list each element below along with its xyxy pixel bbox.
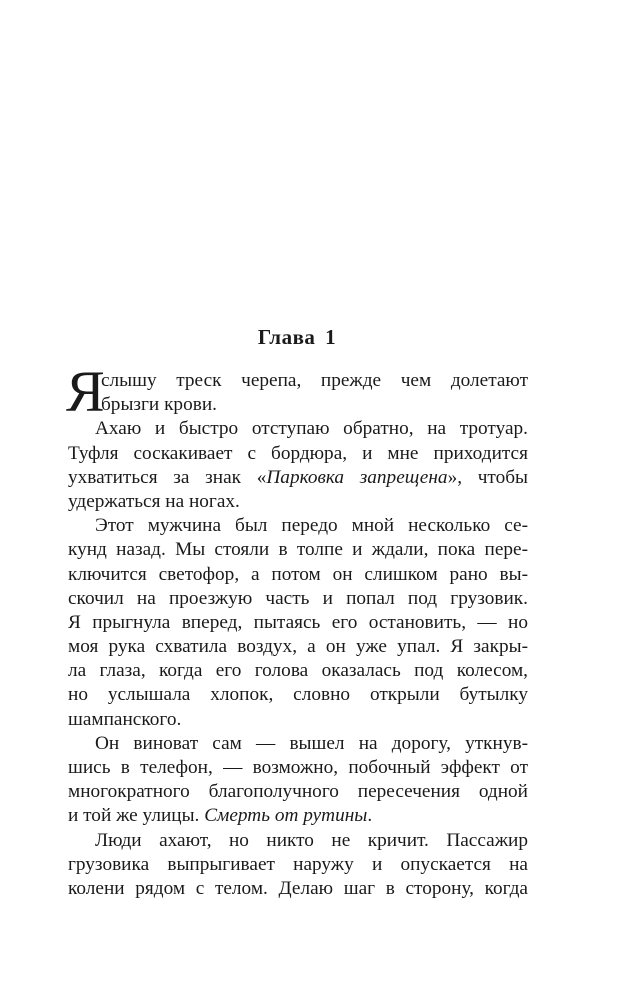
text-line — [68, 732, 528, 756]
text-line — [68, 708, 528, 732]
italic-text: Смерть от рутины — [204, 805, 368, 827]
body-text — [66, 359, 528, 901]
text-line — [68, 538, 528, 562]
text-segment: колени рядом с телом. Делаю шаг в сторону, когда — [68, 877, 528, 899]
text-segment: . — [367, 805, 373, 827]
text-segment: ла глаза, когда его голова оказалась под колесом, — [68, 660, 528, 682]
text-segment: Ахаю и быстро отступаю обратно, на тротуар. — [95, 418, 528, 440]
text-segment: ухватиться за знак « — [68, 466, 267, 488]
text-segment: но услышала хлопок, словно открыли бутылку — [68, 684, 528, 706]
text-line — [68, 490, 528, 514]
text-segment: Туфля соскакивает с бордюра, и мне приходится — [68, 442, 528, 464]
text-line — [68, 369, 528, 393]
text-segment: кунд назад. Мы стояли в толпе и ждали, пока пере- — [68, 539, 528, 561]
chapter-title: Глава 1 — [257, 325, 337, 349]
text-segment: шись в телефон, — возможно, побочный эффект от — [68, 757, 528, 778]
drop-cap: Я — [66, 359, 105, 424]
text-line — [68, 563, 528, 587]
text-line — [68, 877, 528, 901]
text-line — [68, 466, 528, 490]
text-segment: моя рука схватила воздух, а он уже упал. Я закры- — [68, 636, 528, 658]
text-segment: удержаться на ногах. — [68, 490, 240, 512]
text-line — [68, 393, 528, 417]
text-segment: Этот мужчина был передо мной несколько се- — [95, 515, 528, 537]
text-line — [68, 829, 528, 853]
text-segment: ключится светофор, а потом он слишком рано вы- — [68, 563, 528, 585]
text-segment: многократного благополучного пересечения одной — [68, 781, 528, 803]
text-segment: Я прыгнула вперед, пытаясь его остановить, — но — [68, 611, 528, 633]
italic-text: Парковка запрещена — [266, 466, 448, 488]
text-segment: брызги крови. — [101, 394, 217, 416]
text-line — [68, 780, 528, 804]
text-line — [68, 635, 528, 659]
text-segment: грузовика выпрыгивает наружу и опускается на — [68, 853, 528, 875]
text-segment: и той же улицы. — [68, 805, 205, 827]
text-line — [68, 587, 528, 611]
text-line — [68, 853, 528, 877]
text-line — [68, 659, 528, 683]
text-segment: Он виноват сам — вышел на дорогу, уткнув- — [95, 732, 528, 754]
text-line — [68, 756, 528, 780]
text-line — [68, 611, 528, 635]
text-line — [68, 804, 528, 828]
text-segment: Люди ахают, но никто не кричит. Пассажир — [95, 829, 528, 851]
text-line — [68, 683, 528, 707]
text-segment: шампанского. — [68, 708, 182, 730]
text-line — [68, 514, 528, 538]
text-segment: », чтобы — [447, 466, 528, 488]
text-line — [68, 442, 528, 466]
text-line — [68, 417, 528, 441]
text-segment: слышу треск черепа, прежде чем долетают — [101, 370, 528, 391]
text-segment: скочил на проезжую часть и попал под грузовик. — [68, 587, 528, 609]
